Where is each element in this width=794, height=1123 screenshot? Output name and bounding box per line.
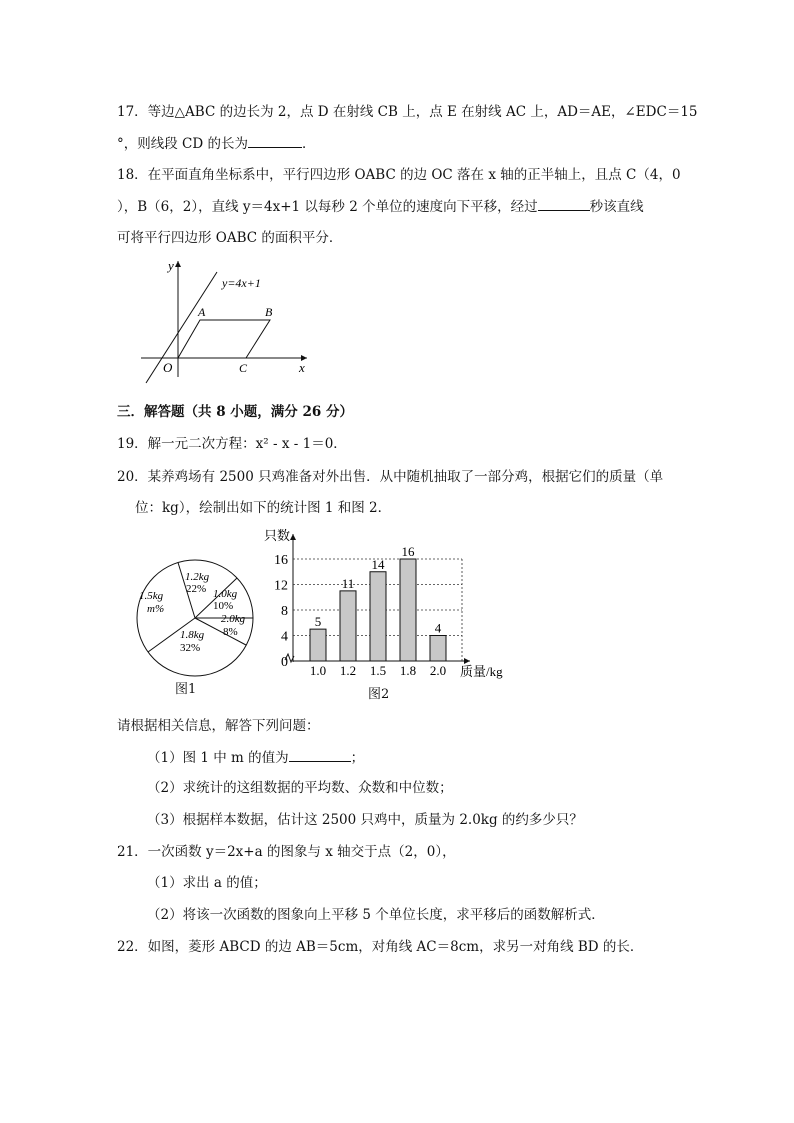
bar [430, 636, 446, 662]
line-y-4x-1 [146, 272, 217, 383]
x-tick-label: 1.5 [369, 663, 387, 678]
line-equation-label: y=4x+1 [222, 276, 261, 290]
q17-text-b: ． [302, 136, 316, 152]
q21-sub1: （1）求出 a 的值； [147, 875, 267, 891]
q19-text: 19．解一元二次方程：x² - x - 1＝0． [117, 436, 347, 452]
y-tick-label: 4 [281, 629, 288, 645]
pie-label-2-0-kg: 2.0kg [221, 613, 246, 625]
q20-prompt: 请根据相关信息，解答下列问题： [117, 718, 320, 734]
q17-line1: 17．等边△ABC 的边长为 2，点 D 在射线 CB 上，点 E 在射线 AC 上，AD＝AE，∠EDC＝15 [117, 104, 698, 120]
parallelogram-figure [135, 255, 315, 385]
q18-line1: 18．在平面直角坐标系中，平行四边形 OABC 的边 OC 落在 x 轴的正半轴上，且点 C（4，0 [117, 167, 681, 183]
point-b-label: B [265, 305, 273, 319]
pie-label-1-0-pct: 10% [213, 600, 234, 612]
pie-label-1-2-kg: 1.2kg [185, 571, 210, 583]
q20-sub1-text-b: ； [350, 750, 365, 766]
y-tick-label: 12 [274, 578, 288, 594]
q18-text-a: ），B（6，2），直线 y＝4x+1 以每秒 2 个单位的速度向下平移，经过 [117, 199, 538, 215]
x-tick-label: 1.8 [399, 663, 417, 678]
bar-value-label: 11 [341, 575, 355, 591]
pie-label-2-0-pct: 8% [223, 626, 238, 638]
q21-sub2: （2）将该一次函数的图象向上平移 5 个单位长度，求平移后的函数解析式． [147, 907, 605, 923]
y-tick-label: 16 [274, 553, 288, 568]
q20-answer-blank [289, 747, 351, 762]
pie-label-1-0-kg: 1.0kg [213, 588, 238, 600]
pie-chart [133, 556, 259, 680]
figure-2-caption: 图2 [368, 687, 390, 702]
bar [340, 591, 356, 661]
q18-text-b: 秒该直线 [589, 199, 644, 215]
bar-chart [262, 526, 512, 681]
pie-label-1-5-kg: 1.5kg [139, 590, 164, 602]
q18-answer-blank [538, 196, 590, 211]
x-tick-label: 1.0 [309, 663, 327, 678]
point-a-label: A [198, 305, 206, 319]
section-heading: 三．解答题（共 8 小题，满分 26 分） [117, 404, 353, 420]
pie-label-1-8-kg: 1.8kg [180, 629, 205, 641]
bar-value-label: 14 [371, 556, 385, 572]
q20-sub1 [147, 747, 364, 768]
x-tick-label: 2.0 [429, 663, 447, 678]
bar [310, 629, 326, 661]
q17-text-a: °，则线段 CD 的长为 [117, 136, 248, 152]
q22-text: 22．如图，菱形 ABCD 的边 AB＝5cm，对角线 AC＝8cm，求另一对角线 BD 的长． [117, 939, 644, 955]
bar-value-label: 5 [314, 614, 322, 630]
q20-sub3: （3）根据样本数据，估计这 2500 只鸡中，质量为 2.0kg 的约多少只？ [147, 812, 583, 828]
q18-line3: 可将平行四边形 OABC 的面积平分． [117, 230, 343, 246]
q21-line1: 21．一次函数 y＝2x+a 的图象与 x 轴交于点（2，0）， [117, 844, 456, 860]
parallelogram-oabc [178, 320, 270, 358]
y-tick-label: 8 [281, 604, 288, 619]
bar [400, 559, 416, 661]
y-axis-label: y [168, 258, 174, 273]
origin-label: O [163, 360, 173, 375]
x-axis-label: x [299, 360, 305, 375]
bar [370, 572, 386, 661]
x-tick-label: 1.2 [339, 663, 357, 678]
pie-label-1-5-pct: m% [147, 603, 165, 615]
q17-line2 [117, 133, 316, 154]
q17-answer-blank [248, 133, 302, 148]
q20-sub1-text-a: （1）图 1 中 m 的值为 [147, 750, 289, 766]
y-tick-label: 0 [281, 655, 288, 670]
bar-value-label: 16 [401, 544, 415, 559]
q20-line2: 位：kg），绘制出如下的统计图 1 和图 2． [135, 500, 392, 516]
point-c-label: C [239, 361, 248, 375]
q20-sub2: （2）求统计的这组数据的平均数、众数和中位数； [147, 780, 453, 796]
figure-1-caption: 图1 [175, 682, 197, 697]
bar-y-axis-title: 只数 [264, 528, 291, 543]
bar-value-label: 4 [434, 620, 442, 636]
q20-line1: 20．某养鸡场有 2500 只鸡准备对外出售．从中随机抽取了一部分鸡，根据它们的质量（单 [117, 469, 664, 485]
pie-label-1-8-pct: 32% [180, 642, 201, 654]
bar-x-axis-title: 质量/kg [460, 664, 503, 679]
q18-line2 [117, 196, 644, 217]
pie-label-1-2-pct: 22% [186, 583, 207, 595]
